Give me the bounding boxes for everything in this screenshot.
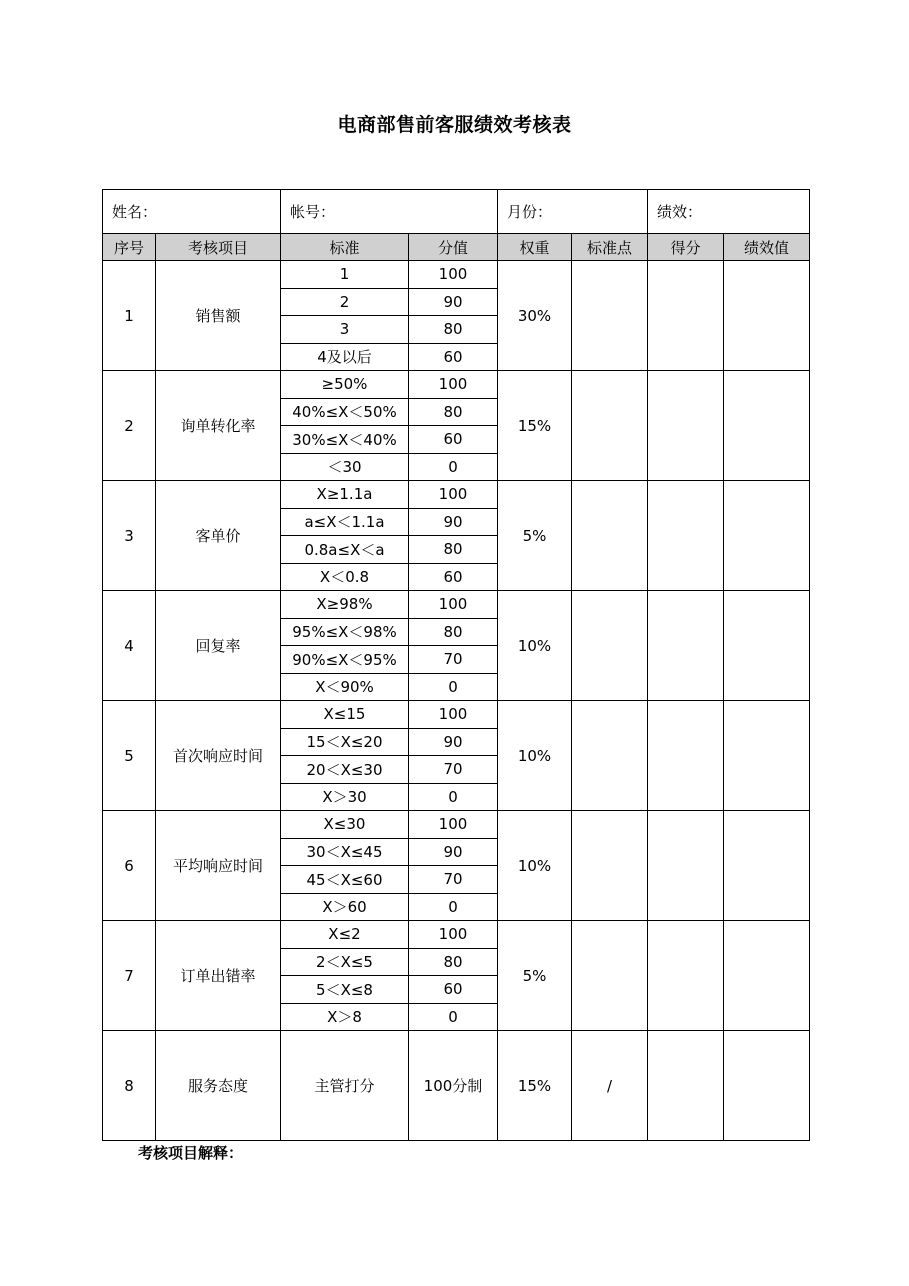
- score-cell: 70: [409, 646, 498, 674]
- weight-cell: 10%: [498, 591, 572, 701]
- performance-value-cell[interactable]: [724, 591, 810, 701]
- item-name: 平均响应时间: [156, 811, 281, 921]
- header-row: [103, 234, 810, 261]
- appraisal-table: [102, 189, 810, 1141]
- page-title: 电商部售前客服绩效考核表: [337, 114, 572, 136]
- standard-cell: 2＜X≤5: [281, 948, 409, 976]
- standard-cell: X＞30: [281, 783, 409, 811]
- standard-point-cell[interactable]: [572, 371, 648, 481]
- got-score-cell[interactable]: [648, 811, 724, 921]
- header-weight: 权重: [498, 234, 572, 261]
- performance-value-cell[interactable]: [724, 481, 810, 591]
- header-standard-point: 标准点: [572, 234, 648, 261]
- item-number: 4: [103, 591, 156, 701]
- table-row: [103, 1031, 810, 1141]
- performance-value-cell[interactable]: [724, 371, 810, 481]
- weight-cell: 5%: [498, 921, 572, 1031]
- standard-point-cell[interactable]: [572, 921, 648, 1031]
- table-row: [103, 261, 810, 289]
- standard-cell: 15＜X≤20: [281, 728, 409, 756]
- performance-value-cell[interactable]: [724, 811, 810, 921]
- standard-cell: 主管打分: [281, 1031, 409, 1141]
- standard-cell: X≤30: [281, 811, 409, 839]
- weight-cell: 10%: [498, 811, 572, 921]
- performance-value-cell[interactable]: [724, 701, 810, 811]
- standard-cell: X≤15: [281, 701, 409, 729]
- score-cell: 60: [409, 976, 498, 1004]
- standard-point-cell[interactable]: [572, 261, 648, 371]
- score-cell: 0: [409, 783, 498, 811]
- item-number: 1: [103, 261, 156, 371]
- standard-cell: 40%≤X＜50%: [281, 398, 409, 426]
- account-field[interactable]: 帐号：: [281, 190, 498, 234]
- score-cell: 100: [409, 811, 498, 839]
- standard-point-cell[interactable]: [572, 701, 648, 811]
- item-name: 询单转化率: [156, 371, 281, 481]
- header-score: 分值: [409, 234, 498, 261]
- score-cell: 100分制: [409, 1031, 498, 1141]
- weight-cell: 10%: [498, 701, 572, 811]
- score-cell: 0: [409, 453, 498, 481]
- standard-point-cell: /: [572, 1031, 648, 1141]
- performance-field[interactable]: 绩效：: [648, 190, 810, 234]
- item-name: 回复率: [156, 591, 281, 701]
- item-number: 3: [103, 481, 156, 591]
- item-name: 订单出错率: [156, 921, 281, 1031]
- header-got-score: 得分: [648, 234, 724, 261]
- standard-cell: X＜90%: [281, 673, 409, 701]
- standard-cell: 45＜X≤60: [281, 866, 409, 894]
- score-cell: 100: [409, 371, 498, 399]
- score-cell: 0: [409, 893, 498, 921]
- score-cell: 100: [409, 701, 498, 729]
- score-cell: 90: [409, 728, 498, 756]
- table-row: [103, 591, 810, 619]
- score-cell: 0: [409, 1003, 498, 1031]
- header-no: 序号: [103, 234, 156, 261]
- standard-cell: X≤2: [281, 921, 409, 949]
- standard-cell: 0.8a≤X＜a: [281, 536, 409, 564]
- name-field[interactable]: 姓名：: [103, 190, 281, 234]
- standard-cell: 3: [281, 316, 409, 344]
- score-cell: 100: [409, 481, 498, 509]
- header-standard: 标准: [281, 234, 409, 261]
- standard-point-cell[interactable]: [572, 481, 648, 591]
- score-cell: 80: [409, 618, 498, 646]
- item-name: 服务态度: [156, 1031, 281, 1141]
- score-cell: 80: [409, 948, 498, 976]
- standard-cell: X≥1.1a: [281, 481, 409, 509]
- performance-value-cell[interactable]: [724, 1031, 810, 1141]
- table-row: [103, 921, 810, 949]
- got-score-cell[interactable]: [648, 371, 724, 481]
- standard-cell: 4及以后: [281, 343, 409, 371]
- table-row: [103, 481, 810, 509]
- got-score-cell[interactable]: [648, 481, 724, 591]
- standard-cell: X≥98%: [281, 591, 409, 619]
- score-cell: 80: [409, 398, 498, 426]
- score-cell: 60: [409, 563, 498, 591]
- standard-cell: X＞8: [281, 1003, 409, 1031]
- got-score-cell[interactable]: [648, 591, 724, 701]
- weight-cell: 5%: [498, 481, 572, 591]
- table-row: [103, 811, 810, 839]
- standard-cell: ≥50%: [281, 371, 409, 399]
- info-row: [103, 190, 810, 234]
- standard-cell: ＜30: [281, 453, 409, 481]
- weight-cell: 15%: [498, 1031, 572, 1141]
- got-score-cell[interactable]: [648, 261, 724, 371]
- standard-point-cell[interactable]: [572, 591, 648, 701]
- performance-value-cell[interactable]: [724, 261, 810, 371]
- month-field[interactable]: 月份：: [498, 190, 648, 234]
- score-cell: 100: [409, 591, 498, 619]
- standard-cell: 30＜X≤45: [281, 838, 409, 866]
- item-number: 6: [103, 811, 156, 921]
- score-cell: 60: [409, 343, 498, 371]
- item-name: 客单价: [156, 481, 281, 591]
- got-score-cell[interactable]: [648, 701, 724, 811]
- score-cell: 100: [409, 921, 498, 949]
- standard-cell: a≤X＜1.1a: [281, 508, 409, 536]
- standard-cell: 95%≤X＜98%: [281, 618, 409, 646]
- standard-cell: X＞60: [281, 893, 409, 921]
- score-cell: 80: [409, 316, 498, 344]
- standard-cell: X＜0.8: [281, 563, 409, 591]
- got-score-cell[interactable]: [648, 921, 724, 1031]
- item-number: 8: [103, 1031, 156, 1141]
- score-cell: 90: [409, 288, 498, 316]
- score-cell: 0: [409, 673, 498, 701]
- standard-cell: 30%≤X＜40%: [281, 426, 409, 454]
- item-explanation-heading: 考核项目解释：: [138, 1144, 244, 1162]
- item-name: 首次响应时间: [156, 701, 281, 811]
- score-cell: 70: [409, 866, 498, 894]
- item-number: 7: [103, 921, 156, 1031]
- score-cell: 80: [409, 536, 498, 564]
- item-number: 2: [103, 371, 156, 481]
- weight-cell: 30%: [498, 261, 572, 371]
- weight-cell: 15%: [498, 371, 572, 481]
- standard-cell: 90%≤X＜95%: [281, 646, 409, 674]
- header-performance-value: 绩效值: [724, 234, 810, 261]
- got-score-cell[interactable]: [648, 1031, 724, 1141]
- standard-cell: 20＜X≤30: [281, 756, 409, 784]
- score-cell: 70: [409, 756, 498, 784]
- table-row: [103, 371, 810, 399]
- table-row: [103, 701, 810, 729]
- item-name: 销售额: [156, 261, 281, 371]
- score-cell: 90: [409, 508, 498, 536]
- score-cell: 90: [409, 838, 498, 866]
- standard-point-cell[interactable]: [572, 811, 648, 921]
- standard-cell: 5＜X≤8: [281, 976, 409, 1004]
- standard-cell: 1: [281, 261, 409, 289]
- item-number: 5: [103, 701, 156, 811]
- score-cell: 100: [409, 261, 498, 289]
- header-item: 考核项目: [156, 234, 281, 261]
- standard-cell: 2: [281, 288, 409, 316]
- performance-value-cell[interactable]: [724, 921, 810, 1031]
- score-cell: 60: [409, 426, 498, 454]
